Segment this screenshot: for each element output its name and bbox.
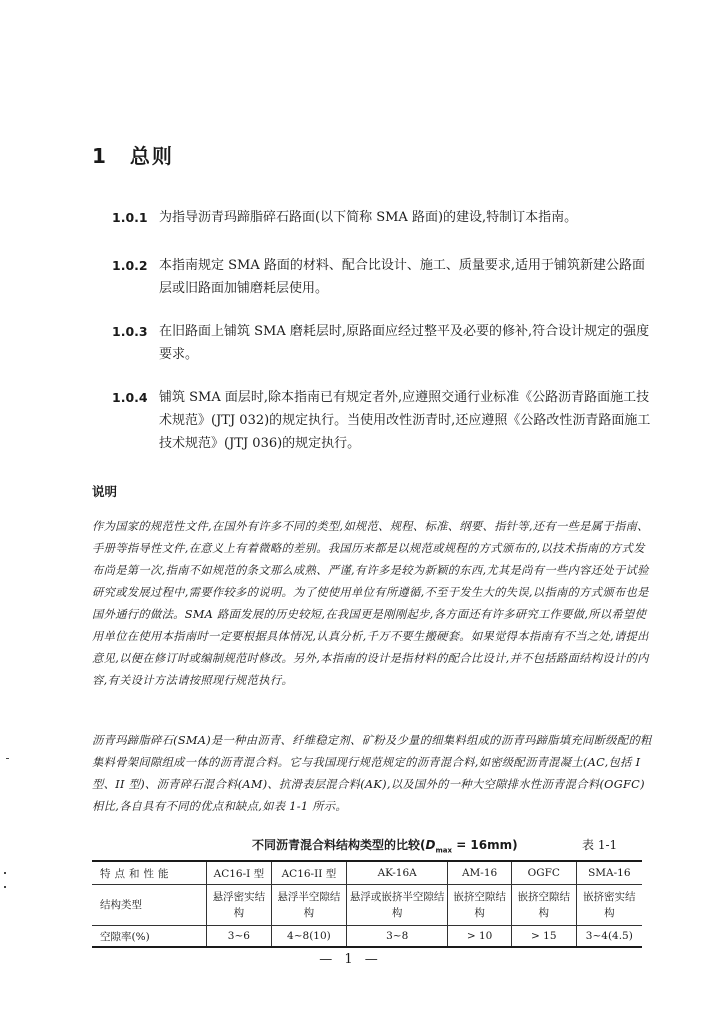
table-cell: 悬浮半空隙结构: [271, 885, 346, 926]
row-label: 结构类型: [92, 885, 207, 926]
clause-number: 1.0.1: [112, 210, 148, 225]
column-header: AC16-II 型: [271, 861, 346, 885]
clause-text: 本指南规定 SMA 路面的材料、配合比设计、施工、质量要求,适用于铺筑新建公路面层或旧路面加铺磨耗层使用。: [159, 258, 646, 296]
table-cell: 嵌挤空隙结构: [448, 885, 512, 926]
clause-number: 1.0.3: [112, 324, 148, 339]
table-row: [92, 926, 642, 948]
clause-text: 在旧路面上铺筑 SMA 磨耗层时,原路面应经过整平及必要的修补,符合设计规定的强度要求。: [159, 324, 650, 362]
clause-1-0-4: [112, 386, 657, 455]
clause-number: 1.0.4: [112, 390, 148, 405]
table-title: 不同沥青混合料结构类型的比较$(D_{max} = 16mm)$: [252, 838, 518, 855]
column-header: AK-16A: [347, 861, 448, 885]
table-cell: 4~8(10): [271, 926, 346, 948]
clause-text: 为指导沥青玛蹄脂碎石路面(以下简称 SMA 路面)的建设,特制订本指南。: [159, 210, 578, 225]
table-cell: > 10: [448, 926, 512, 948]
column-header: AM-16: [448, 861, 512, 885]
explanation-paragraph-2: 沥青玛蹄脂碎石(SMA)是一种由沥青、纤维稳定剂、矿粉及少量的细集料组成的沥青玛蹄脂填充间断级配的粗集料骨架间隙组成一体的沥青混合料。它与我国现行规范规定的沥青混合料,如密级配沥青混凝土(AC,包括 I 型、II 型)、沥青碎石混合料(AM)、抗滑表层混合料(AK),以及国外的一种大空隙排水性沥青混合料(OGFC)相比,各自具有不同的优点和缺点,如表 1-1 所示。: [92, 734, 652, 813]
chapter-number: 1: [92, 144, 108, 168]
table-cell: 3~6: [207, 926, 272, 948]
clause-1-0-2: [112, 254, 657, 300]
column-header: 特点和性能: [92, 861, 207, 885]
column-header: SMA-16: [576, 861, 642, 885]
clause-number: 1.0.2: [112, 258, 148, 273]
column-header: AC16-I 型: [207, 861, 272, 885]
table-cell: 嵌挤空隙结构: [511, 885, 576, 926]
table-row: [92, 885, 642, 926]
scan-speck: [6, 758, 9, 759]
page-number: — 1 —: [319, 952, 382, 967]
clause-1-0-3: [112, 320, 657, 366]
explanation-paragraph-1: 作为国家的规范性文件,在国外有许多不同的类型,如规范、规程、标准、纲要、指针等,还有一些是属于指南、手册等指导性文件,在意义上有着微略的差别。我国历来都是以规范或规程的方式颁布的,以技术指南的方式发布尚是第一次,指南不如规范的条文那么成熟、严谨,有许多是较为新颖的东西,尤其是尚有一些内容还处于试验研究或发展过程中,需要作较多的说明。为了使使用单位有所遵循,不至于发生大的失误,以指南的方式颁布也是国外通行的做法。SMA 路面发展的历史较短,在我国更是刚刚起步,各方面还有许多研究工作要做,所以希望使用单位在使用本指南时一定要根据具体情况,认真分析,千万不要生搬硬套。如果觉得本指南有不当之处,请提出意见,以便在修订时或编制规范时修改。另外,本指南的设计是指材料的配合比设计,并不包括路面结构设计的内容,有关设计方法请按照现行规范执行。: [92, 520, 649, 687]
scan-speck: [4, 886, 6, 888]
row-label: 空隙率(%): [92, 926, 207, 948]
clause-1-0-1: [112, 206, 657, 229]
clause-text: 铺筑 SMA 面层时,除本指南已有规定者外,应遵照交通行业标准《公路沥青路面施工技术规范》(JTJ 032)的规定执行。当使用改性沥青时,还应遵照《公路改性沥青路面施工技术规范》(JTJ 036)的规定执行。: [159, 390, 651, 451]
chapter-title-text: 总则: [129, 144, 174, 168]
scan-speck: [4, 872, 6, 874]
table-cell: > 15: [511, 926, 576, 948]
chapter-title: [92, 140, 174, 169]
table-header-row: [92, 861, 642, 885]
table-cell: 3~8: [347, 926, 448, 948]
table-cell: 嵌挤密实结构: [576, 885, 642, 926]
comparison-table: [92, 860, 642, 948]
table-cell: 悬浮或嵌挤半空隙结构: [347, 885, 448, 926]
table-cell: 悬浮密实结构: [207, 885, 272, 926]
column-header: OGFC: [511, 861, 576, 885]
table-cell: 3~4(4.5): [576, 926, 642, 948]
explanation-heading: 说明: [92, 484, 118, 499]
table-number: 表 1-1: [582, 838, 618, 852]
